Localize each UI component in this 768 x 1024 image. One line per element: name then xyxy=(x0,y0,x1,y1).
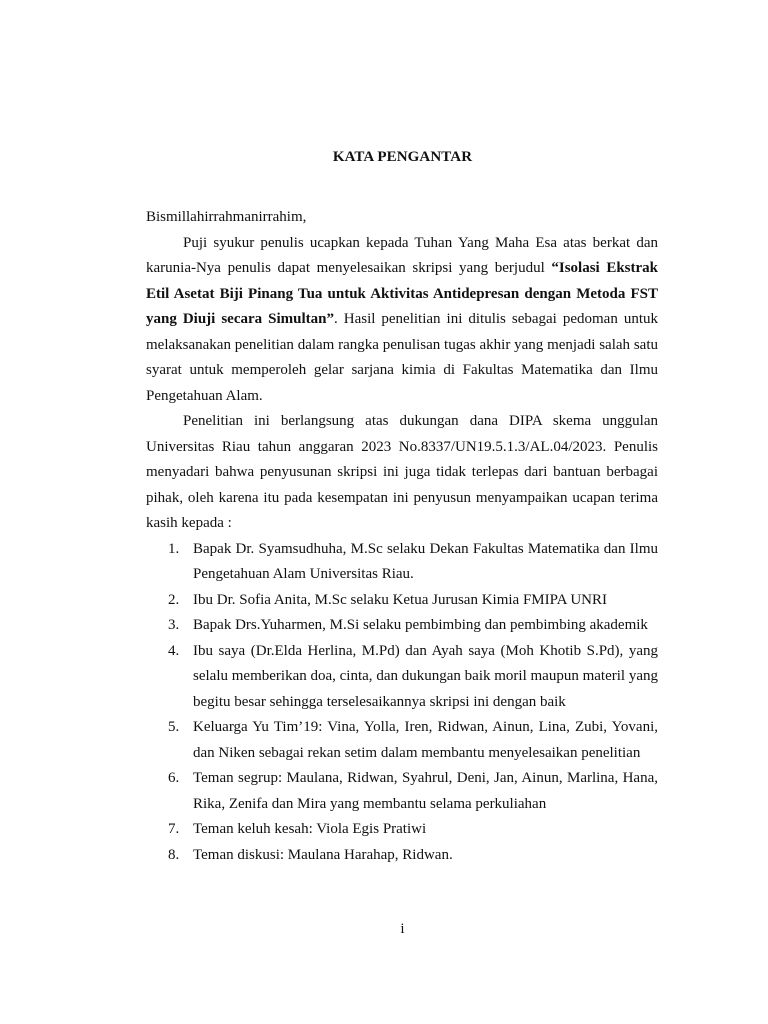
list-item-number: 6. xyxy=(168,770,180,786)
acknowledgement-list xyxy=(146,537,658,869)
page-title: KATA PENGANTAR xyxy=(332,149,473,165)
list-item-text: Ibu Dr. Sofia Anita, M.Sc selaku Ketua Jurusan Kimia FMIPA UNRI xyxy=(193,591,608,608)
greeting-line: Bismillahirrahmanirrahim, xyxy=(146,209,307,225)
list-item-number: 8. xyxy=(168,846,180,863)
funding-paragraph: Penelitian ini berlangsung atas dukungan dana DIPA skema unggulan Universitas Riau tahun anggaran 2023 No.8337/UN19.5.1.3/AL.04/2023. Penulis menyadari bahwa penyusunan skripsi ini juga tidak terlepas dari bantuan berbagai pihak, oleh karena itu pada kesempatan ini penyusun menyampaikan ucapan terima kasih kepada : xyxy=(146,413,658,531)
body-text xyxy=(146,205,658,868)
list-item-text: Ibu saya (Dr.Elda Herlina, M.Pd) dan Ayah saya (Moh Khotib S.Pd), yang selalu memberikan doa, cinta, dan dukungan baik moril maupun materil yang begitu besar sehingga terselesaikannya skripsi ini dengan baik xyxy=(193,642,658,710)
list-item xyxy=(146,843,658,869)
list-item-number: 7. xyxy=(168,821,180,837)
list-item xyxy=(146,766,658,817)
intro-text-start: Puji syukur penulis ucapkan kepada Tuhan Yang Maha Esa atas berkat dan karunia-Nya penulis dapat menyelesaikan skripsi yang berjudul xyxy=(146,234,658,276)
list-item-number: 3. xyxy=(168,617,180,633)
intro-text-end: . Hasil penelitian ini ditulis sebagai pedoman untuk melaksanakan penelitian dalam rangka penulisan tugas akhir yang menjadi salah satu syarat untuk memperoleh gelar sarjana kimia di Fakultas Matematika dan Ilmu Pengetahuan Alam. xyxy=(146,311,658,404)
list-item xyxy=(146,715,658,766)
list-item-number: 4. xyxy=(168,642,180,659)
page-number: i xyxy=(400,921,405,937)
list-item-text: Keluarga Yu Tim’19: Vina, Yolla, Iren, Ridwan, Ainun, Lina, Zubi, Yovani, dan Niken sebagai rekan setim dalam membantu menyelesaikan penelitian xyxy=(193,719,658,761)
list-item-text: Teman segrup: Maulana, Ridwan, Syahrul, Deni, Jan, Ainun, Marlina, Hana, Rika, Zenifa dan Mira yang membantu selama perkuliahan xyxy=(193,770,658,812)
list-item xyxy=(146,588,658,614)
list-item-number: 1. xyxy=(168,540,180,557)
list-item xyxy=(146,639,658,716)
intro-paragraph xyxy=(146,231,658,410)
list-item xyxy=(146,537,658,588)
list-item-text: Bapak Drs.Yuharmen, M.Si selaku pembimbing dan pembimbing akademik xyxy=(193,617,648,633)
thesis-title: “Isolasi Ekstrak Etil Asetat Biji Pinang Tua untuk Aktivitas Antidepresan dengan Metoda FST yang Diuji secara Simultan” xyxy=(146,260,658,327)
list-item-text: Teman diskusi: Maulana Harahap, Ridwan. xyxy=(193,846,453,863)
list-item-number: 2. xyxy=(168,591,180,608)
list-item xyxy=(146,613,658,639)
list-item-text: Bapak Dr. Syamsudhuha, M.Sc selaku Dekan Fakultas Matematika dan Ilmu Pengetahuan Alam Universitas Riau. xyxy=(193,540,658,582)
list-item-text: Teman keluh kesah: Viola Egis Pratiwi xyxy=(193,821,427,837)
list-item xyxy=(146,817,658,843)
list-item-number: 5. xyxy=(168,719,180,735)
